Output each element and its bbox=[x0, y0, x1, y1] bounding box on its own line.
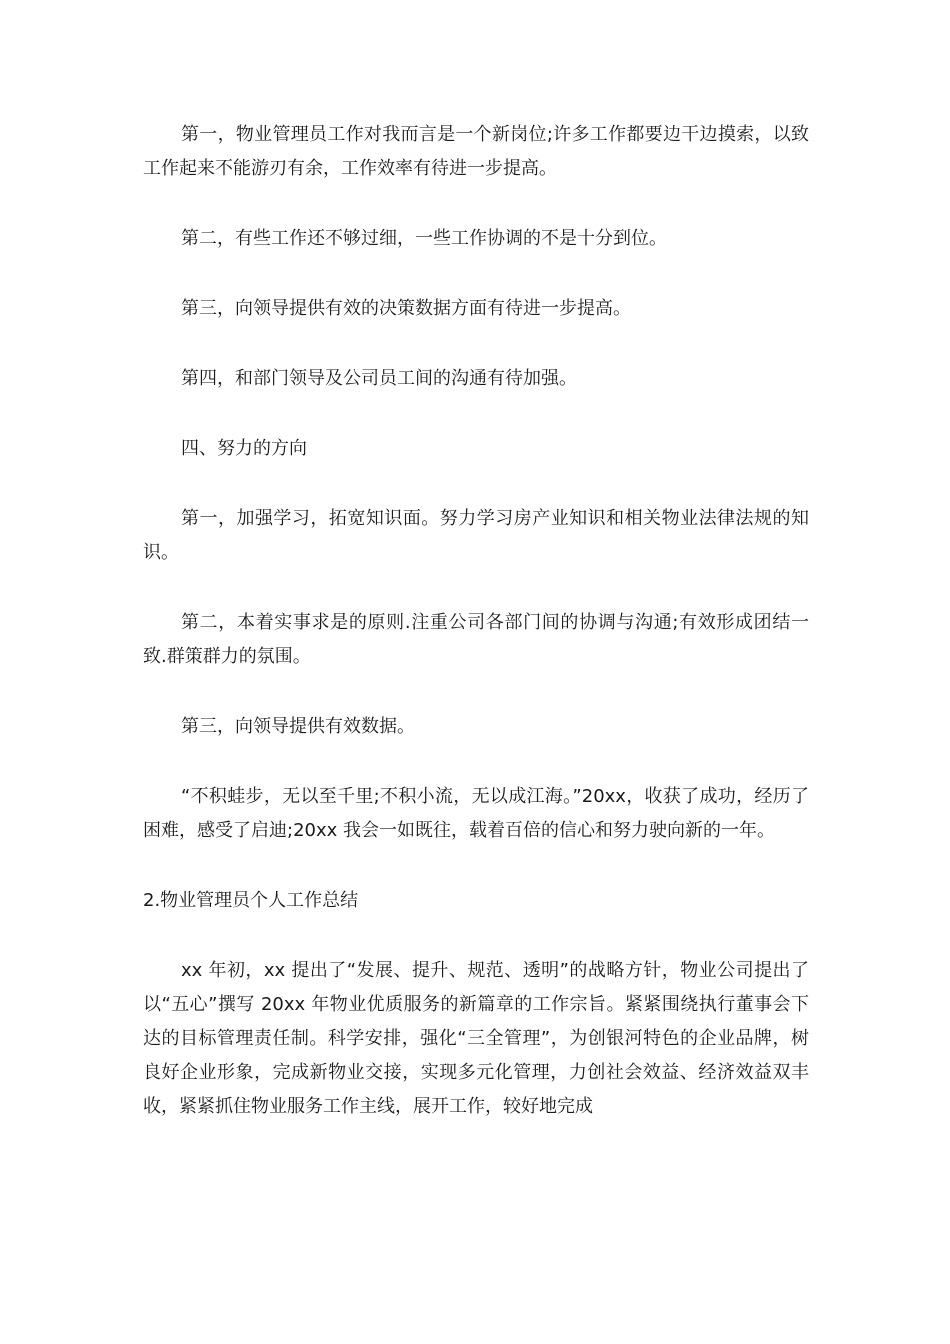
document-body bbox=[143, 118, 809, 1160]
paragraph-second-issue: 第二，有些工作还不够过细，一些工作协调的不是十分到位。 bbox=[181, 228, 667, 249]
paragraph-summary-intro: xx 年初，xx 提出了“发展、提升、规范、透明”的战略方针，物业公司提出了以“五心”撰写 20xx 年物业优质服务的新篇章的工作宗旨。紧紧围绕执行董事会下达的目标管理责任制。科学安排，强化“三全管理”，为创银河特色的企业品牌，树良好企业形象，完成新物业交接，实现多元化管理，力创社会效益、经济效益双丰收，紧紧抓住物业服务工作主线，展开工作，较好地完成 bbox=[143, 960, 809, 1117]
paragraph-quote-conclusion: “不积蛙步，无以至千里;不积小流，无以成江海。”20xx，收获了成功，经历了困难，感受了启迪;20xx 我会一如既往，载着百倍的信心和努力驶向新的一年。 bbox=[143, 786, 809, 841]
paragraph-direction-second: 第二，本着实事求是的原则.注重公司各部门间的协调与沟通;有效形成团结一致.群策群力的氛围。 bbox=[143, 612, 809, 667]
paragraph-third-issue: 第三，向领导提供有效的决策数据方面有待进一步提高。 bbox=[181, 298, 631, 319]
paragraph-direction-first: 第一，加强学习，拓宽知识面。努力学习房产业知识和相关物业法律法规的知识。 bbox=[143, 508, 809, 563]
paragraph-fourth-issue: 第四，和部门领导及公司员工间的沟通有待加强。 bbox=[181, 368, 577, 389]
paragraph-first-issue: 第一，物业管理员工作对我而言是一个新岗位;许多工作都要边干边摸索，以致工作起来不能游刃有余，工作效率有待进一步提高。 bbox=[143, 124, 809, 179]
section-heading-direction: 四、努力的方向 bbox=[181, 438, 307, 459]
section-title-summary: 2.物业管理员个人工作总结 bbox=[143, 890, 359, 911]
paragraph-direction-third: 第三，向领导提供有效数据。 bbox=[181, 716, 415, 737]
